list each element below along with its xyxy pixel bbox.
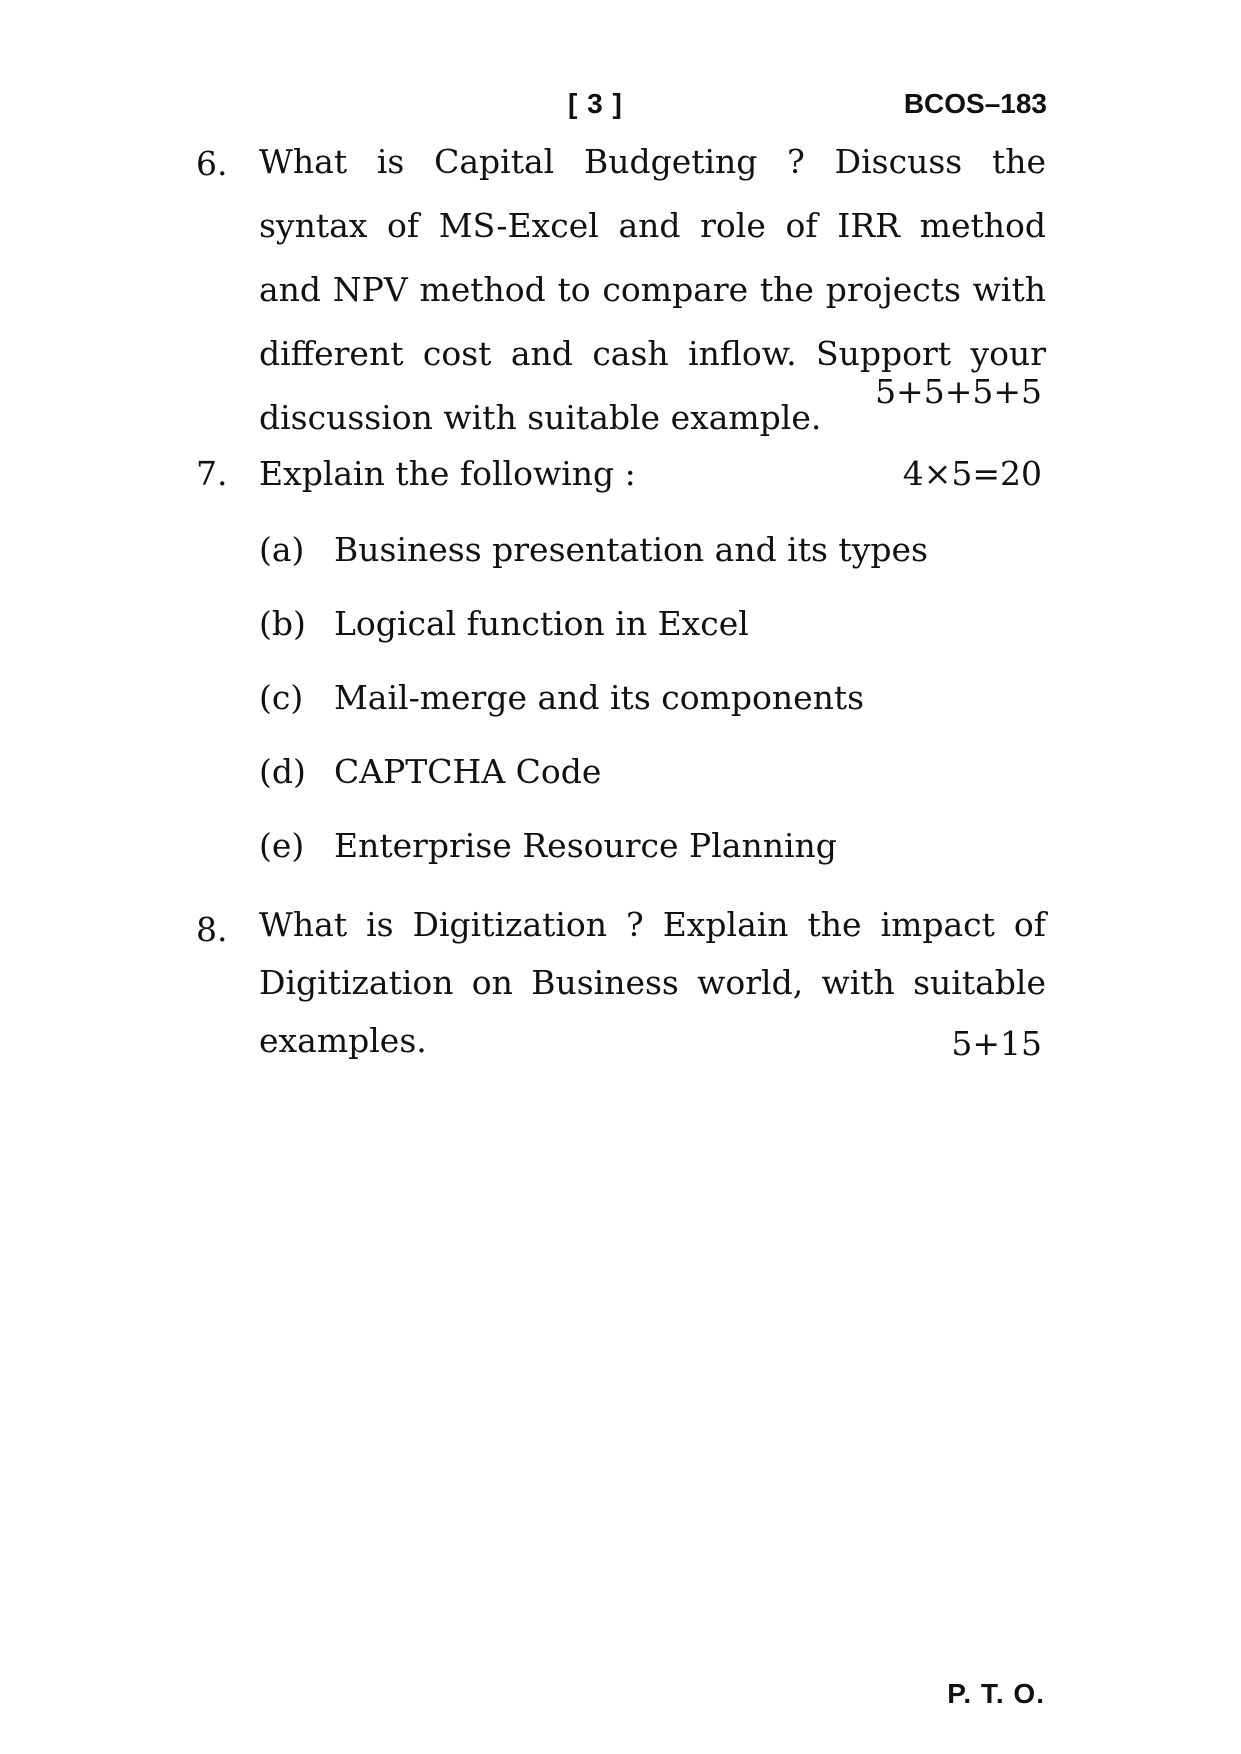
paper-code: BCOS–183 (903, 88, 1047, 119)
page-number: [ 3 ] (568, 88, 623, 119)
question-number: 8. (196, 910, 228, 949)
question-marks: 5+15 (951, 1024, 1042, 1063)
sub-item-label: (c) (259, 678, 304, 717)
sub-item-text: CAPTCHA Code (334, 752, 602, 791)
question-marks: 4×5=20 (902, 454, 1042, 493)
sub-item-text: Logical function in Excel (334, 604, 749, 643)
sub-item-label: (b) (259, 604, 306, 643)
sub-item-text: Business presentation and its types (334, 530, 928, 569)
sub-item-label: (e) (259, 826, 305, 865)
question-number: 6. (196, 144, 228, 183)
question-text: What is Capital Budgeting ? Discuss the syntax of MS-Excel and role of IRR method and NPV method to compare the projects with different cost and cash inflow. Support your discussion with suitable example. (259, 142, 1046, 437)
question-text: What is Digitization ? Explain the impact of Digitization on Business world, with suitable examples. (259, 905, 1046, 1060)
sub-item-text: Mail-merge and its components (334, 678, 865, 717)
sub-item-text: Enterprise Resource Planning (334, 826, 837, 865)
sub-item-label: (d) (259, 752, 306, 791)
sub-item-label: (a) (259, 530, 305, 569)
question-text: Explain the following : (259, 454, 636, 493)
question-number: 7. (196, 454, 228, 493)
question-marks: 5+5+5+5 (875, 372, 1042, 411)
please-turn-over: P. T. O. (947, 1678, 1045, 1709)
